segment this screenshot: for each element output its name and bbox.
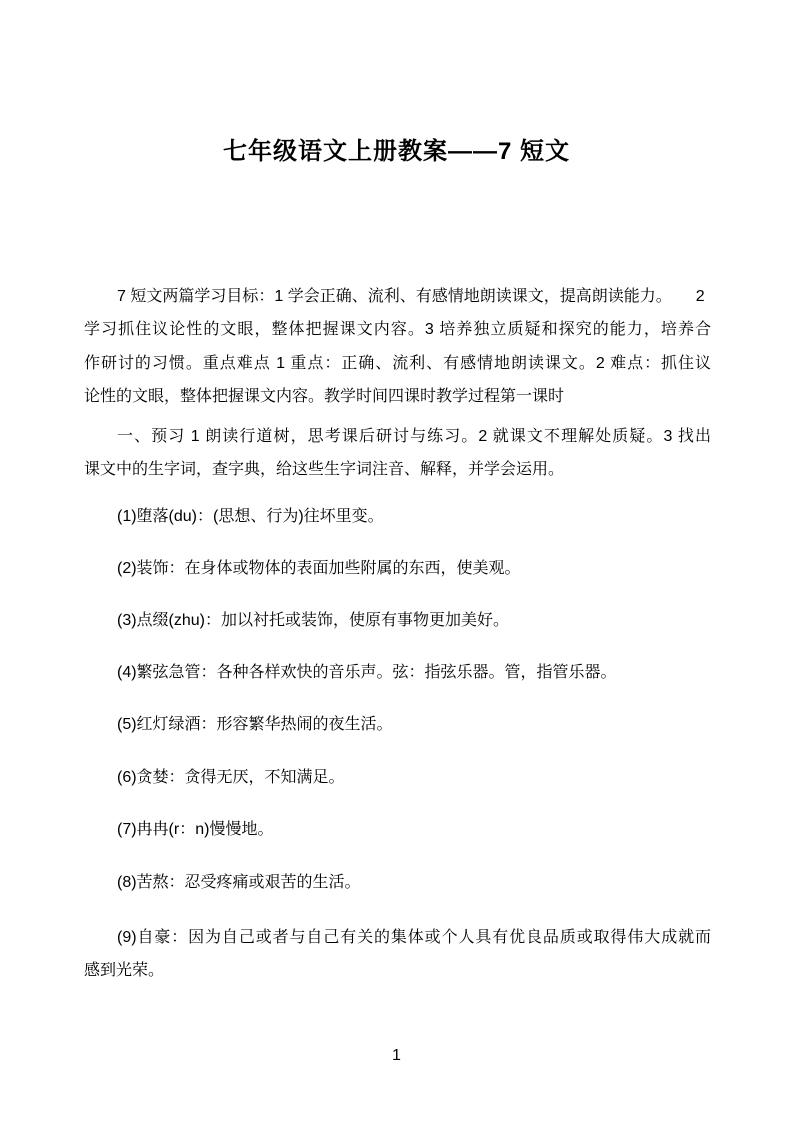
glossary-item	[84, 604, 711, 637]
text-line: (3)点缀(zhu)：加以衬托或装饰，使原有事物更加美好。	[117, 612, 510, 629]
text-line: 课文中的生字词，查字典，给这些生字词注音、解释，并学会运用。	[84, 461, 565, 479]
text-line: (4)繁弦急管：各种各样欢快的音乐声。弦：指弦乐器。管，指管乐器。	[117, 664, 617, 681]
overview-paragraph	[84, 280, 711, 414]
text-line: 作研讨的习惯。重点难点 1 重点：正确、流利、有感情地朗读课文。2 难点：抓住议	[84, 354, 711, 372]
text-line: (2)装饰：在身体或物体的表面加些附属的东西，使美观。	[117, 560, 521, 577]
page-number: 1	[392, 1047, 401, 1064]
glossary-item	[84, 921, 711, 988]
text-line: (6)贪婪：贪得无厌，不知满足。	[117, 769, 345, 786]
glossary-item	[84, 813, 711, 846]
text-line: (1)堕落(du)：(思想、行为)往坏里变。	[117, 508, 384, 525]
glossary-item	[84, 761, 711, 794]
text-line: (5)红灯绿酒：形容繁华热闹的夜生活。	[117, 716, 393, 733]
text-line: 论性的文眼，整体把握课文内容。教学时间四课时教学过程第一课时	[84, 388, 565, 406]
glossary-item	[84, 708, 711, 741]
glossary-item	[84, 500, 711, 533]
text-line: (8)苦熬：忍受疼痛或艰苦的生活。	[117, 874, 361, 891]
text-line: 7 短文两篇学习目标：1 学会正确、流利、有感情地朗读课文，提高朗读能力。 2	[117, 288, 705, 305]
text-line: 学习抓住议论性的文眼，整体把握课文内容。3 培养独立质疑和探究的能力，培养合	[84, 321, 711, 339]
text-line: 一、预习 1 朗读行道树，思考课后研讨与练习。2 就课文不理解处质疑。3 找出	[117, 428, 711, 445]
preview-paragraph	[84, 420, 711, 487]
glossary-item	[84, 866, 711, 899]
text-line: (7)冉冉(r：n)慢慢地。	[117, 821, 274, 838]
text-line: 感到光荣。	[84, 962, 165, 980]
text-line: (9)自豪：因为自己或者与自己有关的集体或个人具有优良品质或取得伟大成就而	[117, 929, 711, 946]
document-title: 七年级语文上册教案——7 短文	[222, 138, 570, 165]
glossary-item	[84, 656, 711, 689]
glossary-item	[84, 552, 711, 585]
